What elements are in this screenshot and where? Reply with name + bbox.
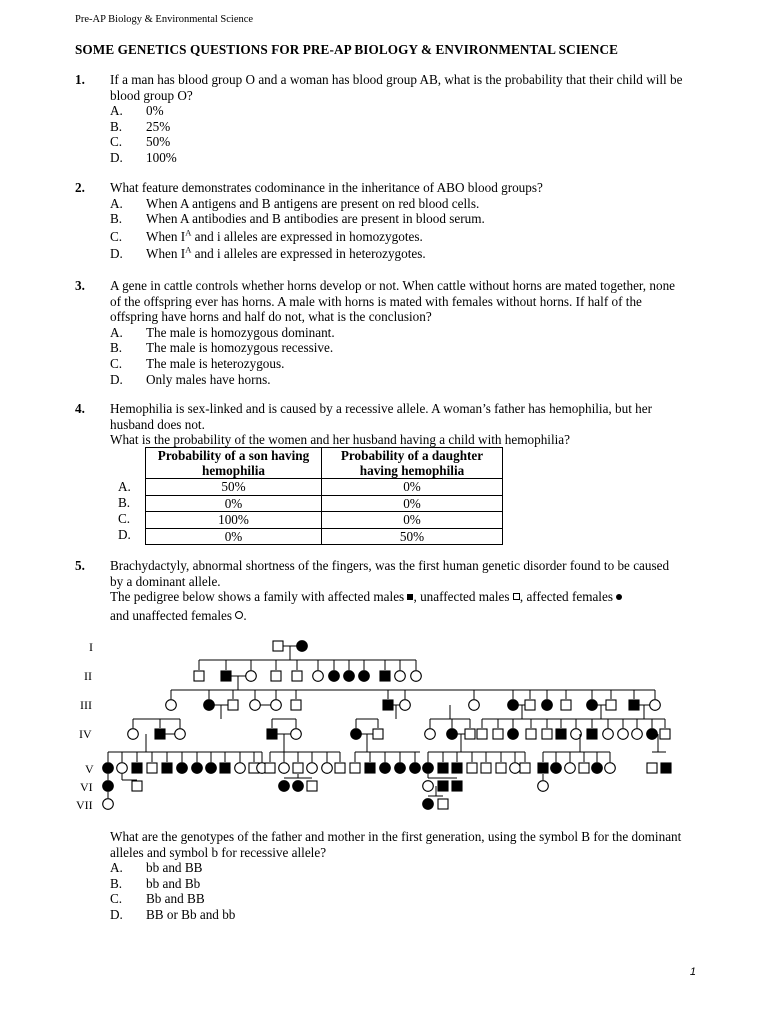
unaffected-male [147, 763, 157, 773]
unaffected-female [166, 700, 177, 711]
unaffected-male [467, 763, 477, 773]
unaffected-female [235, 763, 246, 774]
option-c: C. When $I^A$ and i alleles are expressed in homozygotes. [110, 227, 423, 244]
question-text: Hemophilia is sex-linked and is caused by a recessive allele. A woman’s father has hemophilia, but her husband does not. [110, 401, 652, 432]
unaffected-male [477, 729, 487, 739]
option-c: C. Bb and BB [110, 891, 205, 907]
unaffected-male [291, 700, 301, 710]
unaffected-female [618, 729, 629, 740]
affected-female [423, 763, 434, 774]
col-header-daughter: Probability of a daughter having hemophilia [322, 448, 503, 479]
unaffected-female [632, 729, 643, 740]
affected-female [359, 671, 370, 682]
affected-female [329, 671, 340, 682]
table-row: 0% 0% [146, 495, 503, 512]
unaffected-male [194, 671, 204, 681]
question-number: 1. [75, 72, 85, 87]
generation-label: VII [76, 798, 93, 812]
col-header-son: Probability of a son having hemophilia [146, 448, 322, 479]
row-label: C. [118, 511, 131, 526]
unaffected-female [411, 671, 422, 682]
unaffected-female [313, 671, 324, 682]
affected-male [629, 700, 639, 710]
affected-male [587, 729, 597, 739]
generation-label: IV [79, 727, 92, 741]
affected-female [551, 763, 562, 774]
unaffected-female [400, 700, 411, 711]
unaffected-male [373, 729, 383, 739]
affected-female [587, 700, 598, 711]
unaffected-male [561, 700, 571, 710]
affected-male [538, 763, 548, 773]
affected-female [103, 781, 114, 792]
pedigree-legend-2: and unaffected females . [110, 607, 247, 623]
affected-female [206, 763, 217, 774]
generation-label: II [84, 669, 92, 683]
affected-female [592, 763, 603, 774]
unaffected-male [265, 763, 275, 773]
option-b: B. 25% [110, 118, 171, 134]
affected-male [162, 763, 172, 773]
unaffected-male [273, 641, 283, 651]
question-text: What are the genotypes of the father and mother in the first generation, using the symbol B for the dominant alleles and symbol b for recessive allele? [110, 829, 682, 860]
option-a: A. When A antigens and B antigens are present on red blood cells. [110, 195, 480, 211]
affected-female [410, 763, 421, 774]
question-text: What feature demonstrates codominance in the inheritance of ABO blood groups? [110, 180, 543, 195]
affected-female [508, 700, 519, 711]
affected-male [220, 763, 230, 773]
unaffected-female [423, 781, 434, 792]
option-a: A. The male is homozygous dominant. [110, 324, 335, 340]
unaffected-female [322, 763, 333, 774]
unaffected-female [103, 799, 114, 810]
affected-male [438, 781, 448, 791]
question-text-2: What is the probability of the women and her husband having a child with hemophilia? [110, 432, 570, 448]
page-number: 1 [689, 966, 696, 978]
unaffected-male [465, 729, 475, 739]
unaffected-male [606, 700, 616, 710]
page-title: SOME GENETICS QUESTIONS FOR PRE-AP BIOLOGY & ENVIRONMENTAL SCIENCE [75, 42, 618, 57]
affected-female [103, 763, 114, 774]
unaffected-male [542, 729, 552, 739]
table-row: 0% 50% [146, 528, 503, 545]
unaffected-female [117, 763, 128, 774]
affected-female [447, 729, 458, 740]
unaffected-male [520, 763, 530, 773]
unaffected-female [395, 671, 406, 682]
unaffected-male [292, 671, 302, 681]
affected-male [132, 763, 142, 773]
affected-male [452, 781, 462, 791]
unaffected-male [350, 763, 360, 773]
affected-female [177, 763, 188, 774]
table-row: 50% 0% [146, 479, 503, 496]
affected-male [452, 763, 462, 773]
affected-female [647, 729, 658, 740]
unaffected-male [228, 700, 238, 710]
row-label: B. [118, 495, 131, 510]
unaffected-female [250, 700, 261, 711]
unaffected-male [271, 671, 281, 681]
affected-male [155, 729, 165, 739]
unaffected-male [493, 729, 503, 739]
unaffected-female [605, 763, 616, 774]
row-label: A. [118, 479, 131, 494]
unaffected-male [481, 763, 491, 773]
affected-female [380, 763, 391, 774]
question-number: 5. [75, 558, 85, 573]
unaffected-male [132, 781, 142, 791]
question-number: 2. [75, 180, 85, 195]
unaffected-female [246, 671, 257, 682]
unaffected-male [335, 763, 345, 773]
question-text: Brachydactyly, abnormal shortness of the fingers, was the first human genetic disorder found to be caused by a dominant allele. [110, 558, 670, 589]
unaffected-male [647, 763, 657, 773]
option-b: B. When A antibodies and B antibodies are present in blood serum. [110, 211, 485, 227]
generation-label: VI [80, 780, 93, 794]
unaffected-female [469, 700, 480, 711]
unaffected-female [565, 763, 576, 774]
generation-label: III [80, 698, 92, 712]
unaffected-female [175, 729, 186, 740]
affected-female [508, 729, 519, 740]
table-row: 100% 0% [146, 512, 503, 529]
unaffected-female [271, 700, 282, 711]
unaffected-female [603, 729, 614, 740]
affected-female [293, 781, 304, 792]
affected-male [267, 729, 277, 739]
question-text: If a man has blood group O and a woman has blood group AB, what is the probability that their child will be blood group O? [110, 72, 683, 103]
option-d: D. When $I^A$ and i alleles are expressed in heterozygotes. [110, 244, 426, 262]
affected-female [344, 671, 355, 682]
running-header: Pre-AP Biology & Environmental Science [75, 14, 254, 25]
unaffected-male [307, 781, 317, 791]
affected-male [438, 763, 448, 773]
unaffected-male [438, 799, 448, 809]
option-d: D. BB or Bb and bb [110, 906, 236, 922]
row-label: D. [118, 527, 131, 542]
unaffected-female [425, 729, 436, 740]
option-b: B. The male is homozygous recessive. [110, 340, 334, 356]
option-d: D. Only males have horns. [110, 371, 271, 387]
generation-label: V [85, 762, 94, 776]
option-b: B. bb and Bb [110, 875, 201, 891]
affected-male [221, 671, 231, 681]
option-d: D. 100% [110, 149, 177, 165]
option-c: C. 50% [110, 134, 171, 150]
question-number: 4. [75, 401, 85, 416]
unaffected-male [579, 763, 589, 773]
unaffected-female [510, 763, 521, 774]
affected-female [351, 729, 362, 740]
option-a: A. bb and BB [110, 860, 203, 876]
generation-label: I [89, 640, 93, 654]
unaffected-female [307, 763, 318, 774]
unaffected-male [525, 700, 535, 710]
affected-female [542, 700, 553, 711]
unaffected-female [538, 781, 549, 792]
affected-female [204, 700, 215, 711]
question-text: A gene in cattle controls whether horns develop or not. When cattle without horns are mated together, none of the offspring ever has horns. A male with horns is mated with females without horns. If half of the offspring have horns and half do not, what is the conclusion? [110, 278, 676, 325]
affected-male [383, 700, 393, 710]
affected-male [556, 729, 566, 739]
pedigree-legend: The pedigree below shows a family with affected males , unaffected males , affected females [110, 589, 685, 605]
affected-female [192, 763, 203, 774]
unaffected-male [293, 763, 303, 773]
unaffected-male [496, 763, 506, 773]
affected-male [365, 763, 375, 773]
option-a: A. 0% [110, 103, 164, 119]
question-5-sub [75, 829, 685, 923]
unaffected-female [650, 700, 661, 711]
affected-female [279, 781, 290, 792]
option-c: C. The male is heterozygous. [110, 355, 285, 371]
affected-female [297, 641, 308, 652]
affected-female [395, 763, 406, 774]
unaffected-female [291, 729, 302, 740]
unaffected-male [526, 729, 536, 739]
affected-male [380, 671, 390, 681]
unaffected-female [279, 763, 290, 774]
question-number: 3. [75, 278, 85, 293]
affected-female [423, 799, 434, 810]
unaffected-male [660, 729, 670, 739]
affected-male [661, 763, 671, 773]
unaffected-female [128, 729, 139, 740]
